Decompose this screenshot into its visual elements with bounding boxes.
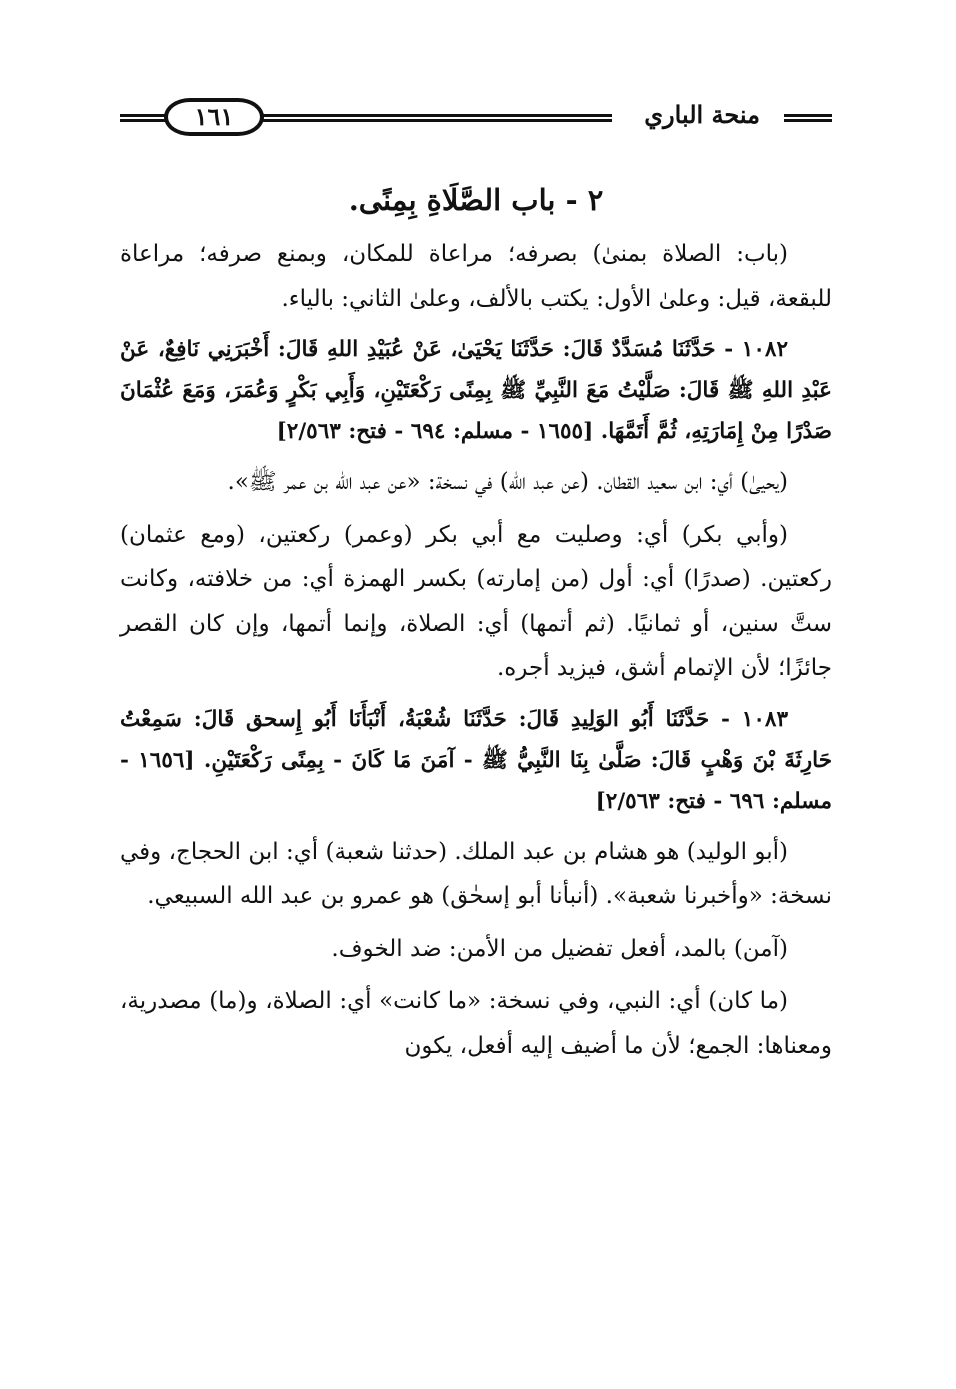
header-rule-right [784,114,832,122]
page-body [120,178,832,1076]
book-title: منحة الباري [644,100,760,129]
commentary-paragraph: (آمن) بالمد، أفعل تفضيل من الأمن: ضد الخوف. [331,935,788,962]
page-header [120,92,832,146]
hadith-paragraph: ١٠٨٢ - حَدَّثَنَا مُسَدَّدٌ قَالَ: حَدَّثَنَا يَحْيَىٰ، عَنْ عُبَيْدِ اللهِ قَالَ: أَخْبَرَنِي نَافِعٌ، عَنْ عَبْدِ اللهِ ﷺ قَالَ: صَلَّيْتُ مَعَ النَّبِيِّ ﷺ بِمِنًى رَكْعَتَيْنِ، وَأَبِي بَكْرٍ وَعُمَرَ، وَمَعَ عُثْمَانَ صَدْرًا مِنْ إِمَارَتِهِ، ثُمَّ أَتَمَّهَا. [١٦٥٥ - مسلم: ٦٩٤ - فتح: ٢/٥٦٣] [120,337,832,444]
page-number-badge: ١٦١ [164,98,264,136]
commentary-paragraph: (باب: الصلاة بمنىٰ) بصرفه؛ مراعاة للمكان، وبمنع صرفه؛ مراعاة للبقعة، قيل: وعلىٰ الأول: يكتب بالألف، وعلىٰ الثاني: بالياء. [120,241,832,312]
commentary-paragraph: (يحيىٰ) أي: ابن سعيد القطان. (عن عبد الله) في نسخة: «عن عبد الله بن عمر ﷺ». [227,469,788,495]
chapter-title: ٢ - باب الصَّلَاةِ بِمِنًى. [348,183,604,217]
commentary-paragraph: (أبو الوليد) هو هشام بن عبد الملك. (حدثنا شعبة) أي: ابن الحجاج، وفي نسخة: «وأخبرنا شعبة». (أنبأنا أبو إسحٰق) هو عمرو بن عبد الله السبيعي. [120,838,832,909]
hadith-paragraph: ١٠٨٣ - حَدَّثَنَا أَبُو الوَلِيدِ قَالَ: حَدَّثَنَا شُعْبَةُ، أَنْبَأَنَا أَبُو إِسحق قَالَ: سَمِعْتُ حَارِثَةَ بْنَ وَهْبٍ قَالَ: صَلَّىٰ بِنَا النَّبِيُّ ﷺ - آمَنَ مَا كَانَ - بِمِنًى رَكْعَتَيْنِ. [١٦٥٦ - مسلم: ٦٩٦ - فتح: ٢/٥٦٣] [120,706,832,814]
header-rule-left [120,114,168,122]
commentary-paragraph: (وأبي بكر) أي: وصليت مع أبي بكر (وعمر) ركعتين، (ومع عثمان) ركعتين. (صدرًا) أي: أول (من إمارته) بكسر الهمزة أي: من خلافته، وكانت ستَّ سنين، أو ثمانيًا. (ثم أتمها) أي: الصلاة، وإنما أتمها، وإن كان القصر جائزًا؛ لأن الإتمام أشق، فيزيد أجره. [120,521,832,681]
header-rule-middle [260,114,612,122]
commentary-paragraph: (ما كان) أي: النبي، وفي نسخة: «ما كانت» أي: الصلاة، و(ما) مصدرية، ومعناها: الجمع؛ لأن ما أضيف إليه أفعل، يكون [120,988,832,1059]
